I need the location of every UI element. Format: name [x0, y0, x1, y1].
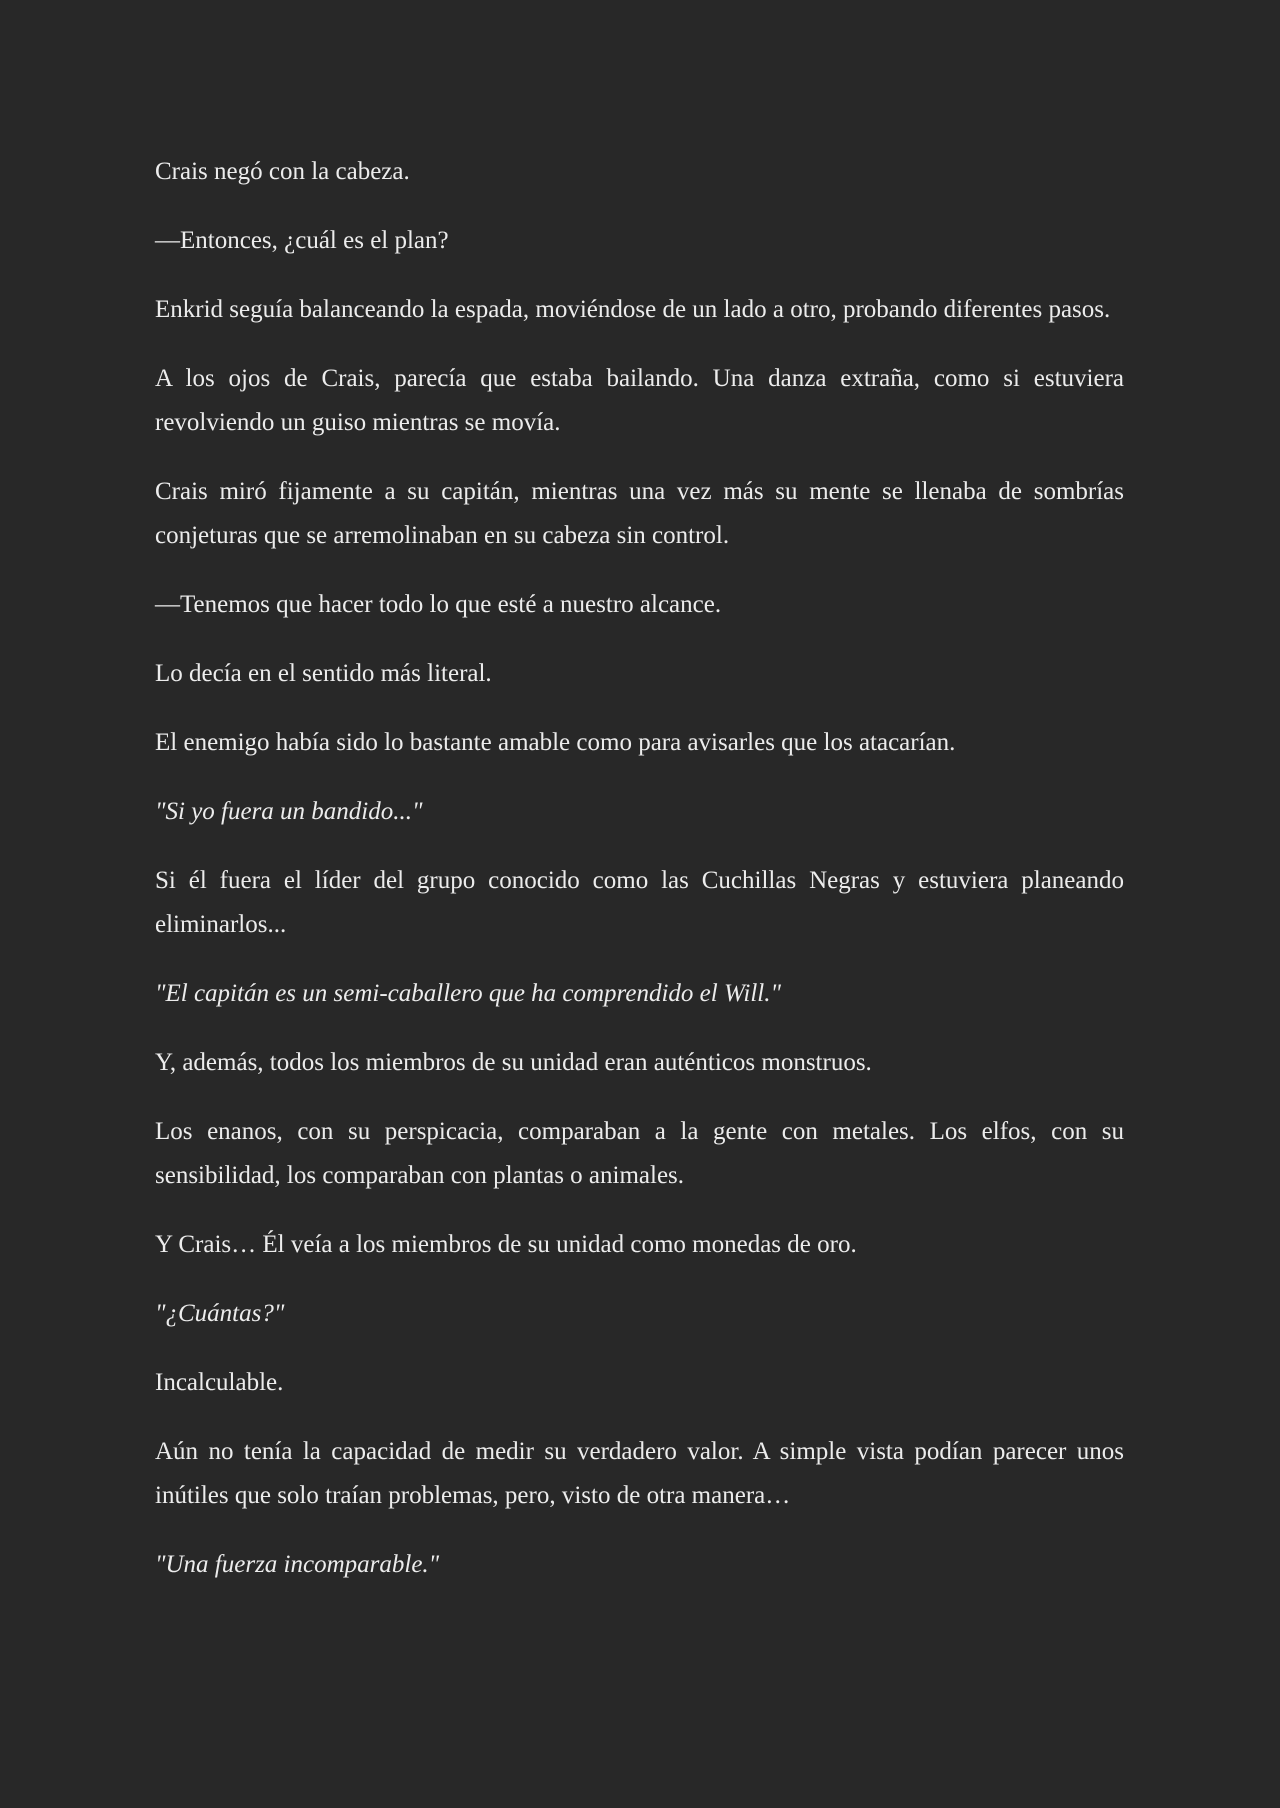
- paragraph: Aún no tenía la capacidad de medir su verdadero valor. A simple vista podían parecer unos inútiles que solo traían problemas, pero, visto de otra manera…: [155, 1438, 1124, 1509]
- paragraph: —Entonces, ¿cuál es el plan?: [155, 227, 449, 254]
- paragraph: Y Crais… Él veía a los miembros de su unidad como monedas de oro.: [155, 1231, 857, 1258]
- paragraph: A los ojos de Crais, parecía que estaba bailando. Una danza extraña, como si estuviera revolviendo un guiso mientras se movía.: [155, 365, 1124, 436]
- paragraph: Los enanos, con su perspicacia, comparaban a la gente con metales. Los elfos, con su sensibilidad, los comparaban con plantas o animales.: [155, 1118, 1124, 1189]
- thought-paragraph: "¿Cuántas?": [155, 1300, 285, 1327]
- thought-paragraph: "Si yo fuera un bandido...": [155, 798, 423, 825]
- paragraph: Crais miró fijamente a su capitán, mientras una vez más su mente se llenaba de sombrías conjeturas que se arremolinaban en su cabeza sin control.: [155, 478, 1124, 549]
- chapter-text: [155, 150, 1124, 1612]
- paragraph: Incalculable.: [155, 1369, 284, 1396]
- thought-paragraph: "El capitán es un semi-caballero que ha comprendido el Will.": [155, 980, 781, 1007]
- paragraph: Si él fuera el líder del grupo conocido como las Cuchillas Negras y estuviera planeando eliminarlos...: [155, 867, 1124, 938]
- paragraph: —Tenemos que hacer todo lo que esté a nuestro alcance.: [155, 591, 722, 618]
- paragraph: Crais negó con la cabeza.: [155, 158, 410, 185]
- paragraph: Lo decía en el sentido más literal.: [155, 660, 492, 687]
- paragraph: Y, además, todos los miembros de su unidad eran auténticos monstruos.: [155, 1049, 872, 1076]
- thought-paragraph: "Una fuerza incomparable.": [155, 1551, 440, 1578]
- paragraph: El enemigo había sido lo bastante amable como para avisarles que los atacarían.: [155, 729, 956, 756]
- paragraph: Enkrid seguía balanceando la espada, moviéndose de un lado a otro, probando diferentes pasos.: [155, 296, 1111, 323]
